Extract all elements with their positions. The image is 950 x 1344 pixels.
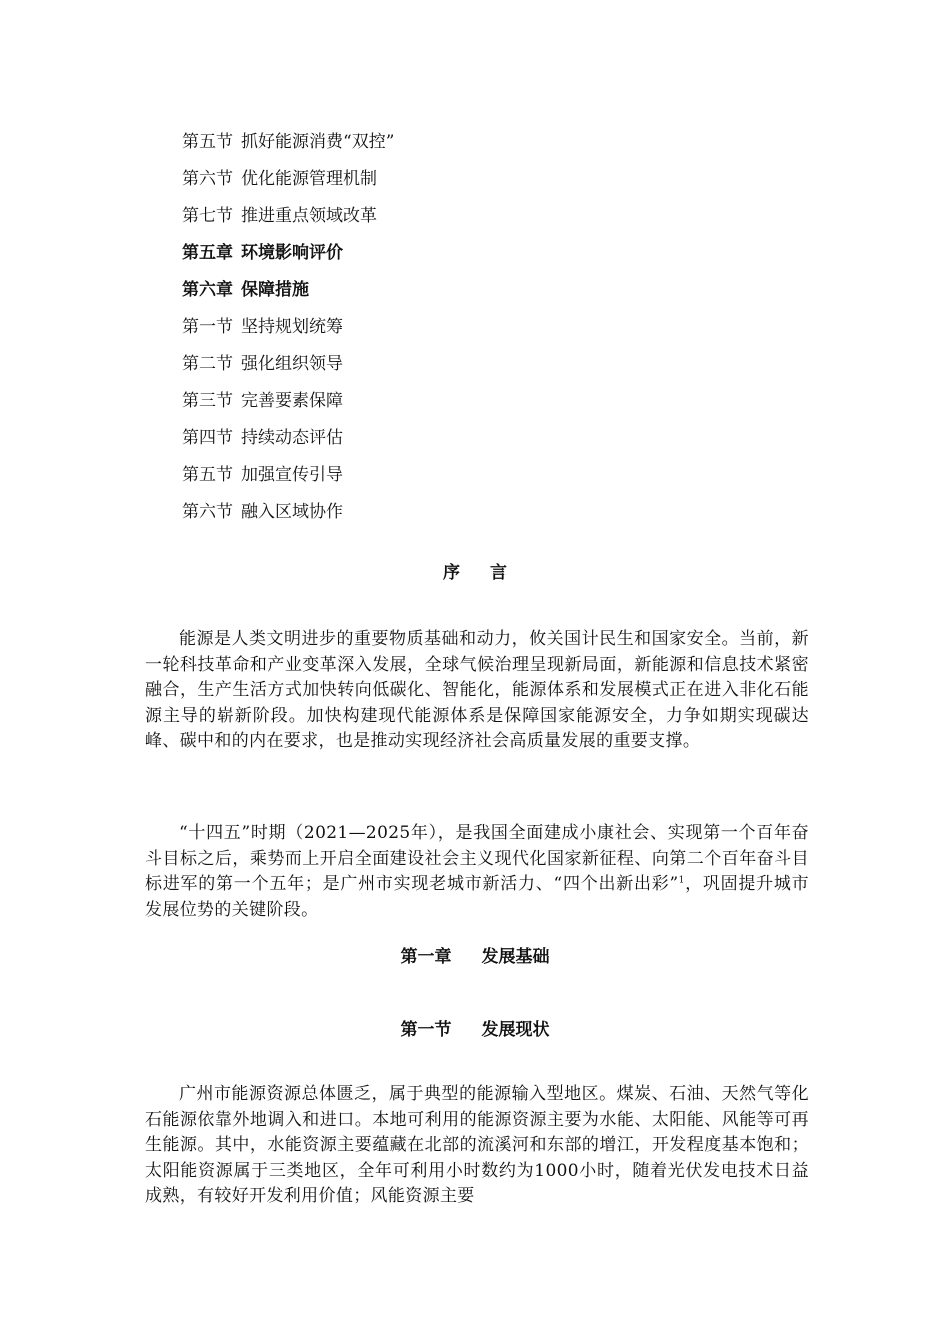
toc-item-title: 融入区域协作 xyxy=(241,502,343,522)
toc-item[interactable] xyxy=(182,494,682,531)
footnote-marker[interactable]: 1 xyxy=(678,875,685,886)
table-of-contents xyxy=(182,124,682,531)
toc-item-number: 第五章 xyxy=(182,243,233,263)
toc-item-number: 第六节 xyxy=(182,169,233,189)
preface-paragraph xyxy=(145,821,809,923)
toc-item-title: 推进重点领域改革 xyxy=(241,206,377,226)
toc-item-number: 第六章 xyxy=(182,280,233,300)
toc-item-number: 第五节 xyxy=(182,465,233,485)
section-title: 发展现状 xyxy=(481,1020,550,1040)
toc-item-number: 第一节 xyxy=(182,317,233,337)
preface-title-char: 序 xyxy=(443,563,460,583)
toc-item-title: 完善要素保障 xyxy=(241,391,343,411)
preface-title xyxy=(0,558,950,583)
toc-item-title: 环境影响评价 xyxy=(241,243,343,263)
toc-item-title: 优化能源管理机制 xyxy=(241,169,377,189)
toc-item-number: 第四节 xyxy=(182,428,233,448)
toc-item-title: 抓好能源消费“双控” xyxy=(241,132,395,152)
toc-chapter[interactable] xyxy=(182,235,682,272)
toc-item[interactable] xyxy=(182,383,682,420)
chapter-number: 第一章 xyxy=(400,947,452,967)
toc-item-number: 第五节 xyxy=(182,132,233,152)
body-paragraph: 广州市能源资源总体匮乏，属于典型的能源输入型地区。煤炭、石油、天然气等化石能源依靠外地调入和进口。本地可利用的能源资源主要为水能、太阳能、风能等可再生能源。其中，水能资源主要蕴藏在北部的流溪河和东部的增江，开发程度基本饱和；太阳能资源属于三类地区，全年可利用小时数约为1000小时，随着光伏发电技术日益成熟，有较好开发利用价值；风能资源主要 xyxy=(145,1084,809,1206)
toc-item[interactable] xyxy=(182,346,682,383)
chapter-title: 发展基础 xyxy=(481,947,550,967)
toc-item[interactable] xyxy=(182,161,682,198)
section-heading xyxy=(0,1015,950,1040)
toc-item-title: 持续动态评估 xyxy=(241,428,343,448)
chapter-heading xyxy=(0,942,950,967)
paragraph-text: “十四五”时期（2021—2025年），是我国全面建成小康社会、实现第一个百年奋斗目标之后，乘势而上开启全面建设社会主义现代化国家新征程、向第二个百年奋斗目标进军的第一个五年；是广州市实现老城市新活力、“四个出新出彩” xyxy=(145,823,809,894)
toc-item[interactable] xyxy=(182,198,682,235)
section-number: 第一节 xyxy=(400,1020,452,1040)
toc-chapter[interactable] xyxy=(182,272,682,309)
preface-paragraph: 能源是人类文明进步的重要物质基础和动力，攸关国计民生和国家安全。当前，新一轮科技革命和产业变革深入发展，全球气候治理呈现新局面，新能源和信息技术紧密融合，生产生活方式加快转向低碳化、智能化，能源体系和发展模式正在进入非化石能源主导的崭新阶段。加快构建现代能源体系是保障国家能源安全，力争如期实现碳达峰、碳中和的内在要求，也是推动实现经济社会高质量发展的重要支撑。 xyxy=(145,629,809,751)
toc-item-title: 加强宣传引导 xyxy=(241,465,343,485)
toc-item[interactable] xyxy=(182,309,682,346)
toc-item-number: 第三节 xyxy=(182,391,233,411)
toc-item[interactable] xyxy=(182,124,682,161)
toc-item[interactable] xyxy=(182,420,682,457)
toc-item-number: 第二节 xyxy=(182,354,233,374)
toc-item[interactable] xyxy=(182,457,682,494)
paragraph-text: ，巩固提升城市发展位势的关键阶段。 xyxy=(145,874,810,920)
toc-item-title: 坚持规划统筹 xyxy=(241,317,343,337)
toc-item-number: 第七节 xyxy=(182,206,233,226)
toc-item-title: 强化组织领导 xyxy=(241,354,343,374)
toc-item-title: 保障措施 xyxy=(241,280,309,300)
preface-title-char: 言 xyxy=(490,563,507,583)
toc-item-number: 第六节 xyxy=(182,502,233,522)
